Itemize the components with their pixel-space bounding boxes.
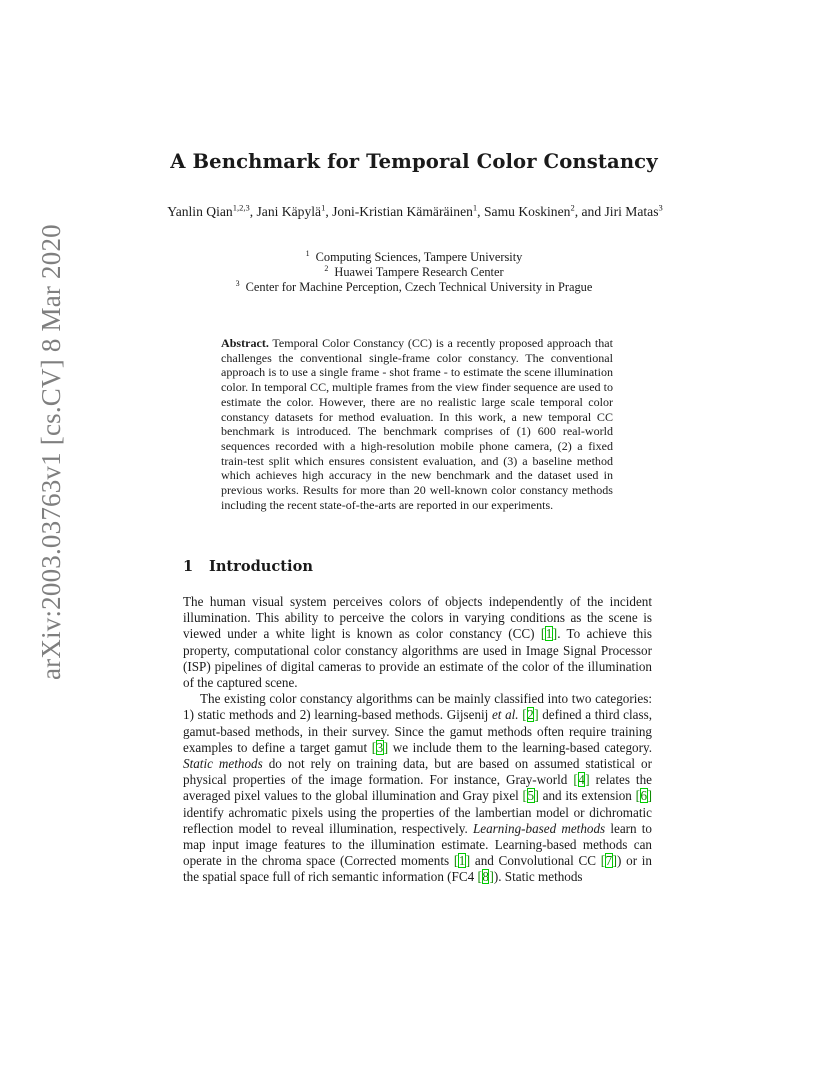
abstract-text: Temporal Color Constancy (CC) is a recently proposed approach that challenges the conventional single-frame color constancy. The conventional approach is to use a single frame - shot frame - to estimate the scene illumination color. In temporal CC, multiple frames from the view finder sequence are used to estimate the color. However, there are no realistic large scale temporal color constancy datasets for method evaluation. In this work, a new temporal CC benchmark is introduced. The benchmark comprises of (1) 600 real-world sequences recorded with a high-resolution mobile phone camera, (2) a fixed train-test split which ensures consistent evaluation, and (3) a baseline method which achieves high accuracy in the new benchmark and the dataset used in previous works. Results for more than 20 well-known color constancy methods including the recent state-of-the-arts are reported in our experiments. [221, 336, 613, 512]
body-paragraph: The human visual system perceives colors of objects independently of the incident illumination. This ability to perceive the colors in varying conditions as the scene is viewed under a white light is known as color constancy (CC) [ 1 ] . To achieve this property, computational color constancy algorithms are used in Image Signal Processor (ISP) pipelines of digital cameras to provide an estimate of the color of the illumination of the captured scene. [183, 594, 652, 691]
author-affiliation-marker: 3 [658, 202, 663, 213]
citation-link[interactable]: [ 4 ] [573, 772, 589, 787]
citation-link[interactable]: [ 6 ] [636, 788, 652, 803]
emphasized-text: Static methods [183, 756, 263, 772]
author-name: Jani Käpylä [256, 204, 322, 219]
author-separator: , and [574, 204, 605, 219]
citation-link[interactable]: [ 1 ] [541, 626, 557, 641]
affiliation-line [0, 280, 828, 295]
affiliation-list [0, 250, 828, 295]
author-name: Joni-Kristian Kämäräinen [332, 204, 473, 219]
author-name: Yanlin Qian [167, 204, 233, 219]
abstract-label: Abstract. [221, 336, 269, 350]
author-list [160, 204, 670, 220]
paper-title: A Benchmark for Temporal Color Constancy [170, 150, 658, 173]
affiliation-text: Huawei Tampere Research Center [334, 265, 504, 279]
citation-link[interactable]: [ 2 ] [522, 707, 538, 722]
affiliation-number: 3 [235, 278, 240, 288]
abstract [221, 336, 613, 512]
author-affiliation-marker: 1,2,3 [232, 202, 250, 213]
citation-link[interactable]: [ 5 ] [523, 788, 539, 803]
affiliation-text: Computing Sciences, Tampere University [315, 250, 523, 264]
section-number: 1 [183, 558, 194, 575]
author-name: Jiri Matas [604, 204, 659, 219]
author-name: Samu Koskinen [483, 204, 571, 219]
citation-link[interactable]: [ 8 ] [478, 869, 494, 884]
affiliation-number: 2 [324, 263, 329, 273]
citation-link[interactable]: [ 3 ] [372, 740, 388, 755]
affiliation-number: 1 [305, 248, 310, 258]
author-separator: , [477, 204, 484, 219]
emphasized-text: Learning-based methods [472, 820, 606, 836]
arxiv-identifier: arXiv:2003.03763v1 [cs.CV] 8 Mar 2020 [36, 224, 66, 680]
author-separator: , [325, 204, 333, 219]
body-paragraph: The existing color constancy algorithms can be mainly classified into two categories: 1) static methods and 2) learning-based methods. Gijsenij et al. [ 2 ] defined a third class, gamut-based methods, in their survey. Since the gamut methods often require training examples to define a target gamut [ 3 ] we include them to the learning-based category. Static methods do not rely on training data, but are based on assumed statistical or physical properties of the image formation. For instance, Gray-world [ 4 ] relates the averaged pixel values to the global illumination and Gray pixel [ 5 ] and its extension [ 6 ] identify achromatic pixels using the properties of the lambertian model or dichromatic reflection model to reveal illumination, respectively. Learning-based methods learn to map input image features to the illumination estimate. Learning-based methods can operate in the chroma space (Corrected moments [ 1 ] and Convolutional CC [ 7 ] ) or in the spatial space full of rich semantic information (FC4 [ 8 ] ). Static methods [183, 691, 652, 885]
introduction-body [183, 594, 652, 886]
author-separator: , [249, 204, 257, 219]
author-affiliation-marker: 2 [570, 202, 575, 213]
citation-link[interactable]: [ 7 ] [601, 853, 617, 868]
affiliation-line [0, 250, 828, 265]
author-affiliation-marker: 1 [321, 202, 326, 213]
section-title: Introduction [209, 558, 313, 575]
section-heading-introduction [183, 558, 313, 575]
citation-link[interactable]: [ 1 ] [454, 853, 470, 868]
affiliation-line [0, 265, 828, 280]
author-affiliation-marker: 1 [472, 202, 478, 213]
emphasized-text: et al. [491, 707, 519, 723]
affiliation-text: Center for Machine Perception, Czech Technical University in Prague [245, 280, 593, 294]
